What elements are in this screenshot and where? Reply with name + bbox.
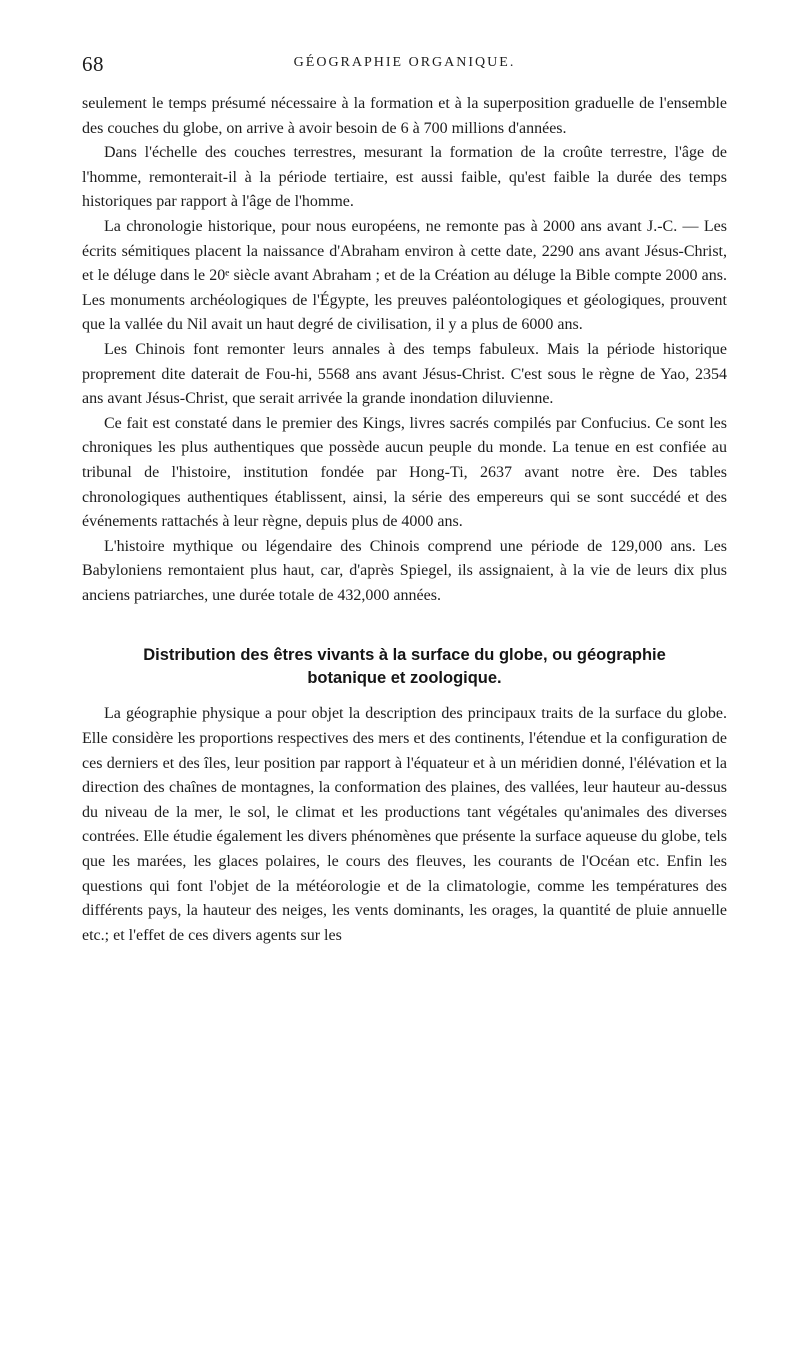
paragraph: La chronologie historique, pour nous européens, ne remonte pas à 2000 ans avant J.-C. — Les écrits sémitiques placent la naissance d'Abraham environ à cette date, 2290 ans avant Jésus-Christ, et le déluge dans le 20ᵉ siècle avant Abraham ; et de la Création au déluge la Bible compte 2000 ans. Les monuments archéologiques de l'Égypte, les preuves paléontologiques et géologiques, prouvent que la vallée du Nil avait un haut degré de civilisation, il y a plus de 6000 ans. (82, 217, 727, 334)
paragraph: Dans l'échelle des couches terrestres, mesurant la formation de la croûte terrestre, l'âge de l'homme, remonterait-il à la période tertiaire, est aussi faible, qu'est faible la durée des temps historiques par rapport à l'âge de l'homme. (82, 144, 727, 211)
running-title: GÉOGRAPHIE ORGANIQUE. (293, 55, 516, 70)
section-heading: Distribution des êtres vivants à la surface du globe, ou géographie botanique et zoologique. (143, 646, 666, 688)
paragraph: L'histoire mythique ou légendaire des Chinois comprend une période de 129,000 ans. Les Babyloniens remontaient plus haut, car, d'après Spiegel, ils assignaient, à la vie de leurs dix plus anciens patriarches, une durée totale de 432,000 années. (82, 537, 727, 604)
paragraph: seulement le temps présumé nécessaire à la formation et à la superposition graduelle de l'ensemble des couches du globe, on arrive à avoir besoin de 6 à 700 millions d'années. (82, 95, 727, 137)
running-header (82, 52, 727, 76)
body-text-before-heading (82, 92, 727, 608)
paragraph: La géographie physique a pour objet la description des principaux traits de la surface du globe. Elle considère les proportions respectives des mers et des continents, l'étendue et la configuration de ces derniers et des îles, leur position par rapport à l'équateur et à un méridien donné, l'élévation et la direction des chaînes de montagnes, la conformation des plaines, des vallées, leur hauteur au-dessus du niveau de la mer, le sol, le climat et les productions tant végétales qu'animales des diverses contrées. Elle étudie également les divers phénomènes que présente la surface aqueuse du globe, tels que les marées, les glaces polaires, le cours des fleuves, les courants de l'Océan etc. Enfin les questions qui font l'objet de la météorologie et de la climatologie, comme les températures des différents pays, la hauteur des neiges, les vents dominants, les orages, la quantité de pluie annuelle etc.; et l'effet de ces divers agents sur les (82, 705, 727, 944)
page-number: 68 (82, 52, 104, 76)
body-text-after-heading (82, 702, 727, 948)
paragraph: Les Chinois font remonter leurs annales à des temps fabuleux. Mais la période historique proprement dite daterait de Fou-hi, 5568 ans avant Jésus-Christ. C'est sous le règne de Yao, 2354 ans avant Jésus-Christ, que serait arrivée la grande inondation diluvienne. (82, 340, 727, 408)
paragraph: Ce fait est constaté dans le premier des Kings, livres sacrés compilés par Confucius. Ce sont les chroniques les plus authentiques que possède aucun peuple du monde. La tenue en est confiée au tribunal de l'histoire, institution fondée par Hong-Ti, 2637 avant notre ère. Des tables chronologiques authentiques établissent, ainsi, la série des empereurs qui se sont succédé et des événements rattachés à leur règne, depuis plus de 4000 ans. (82, 414, 727, 531)
book-page (82, 52, 727, 948)
